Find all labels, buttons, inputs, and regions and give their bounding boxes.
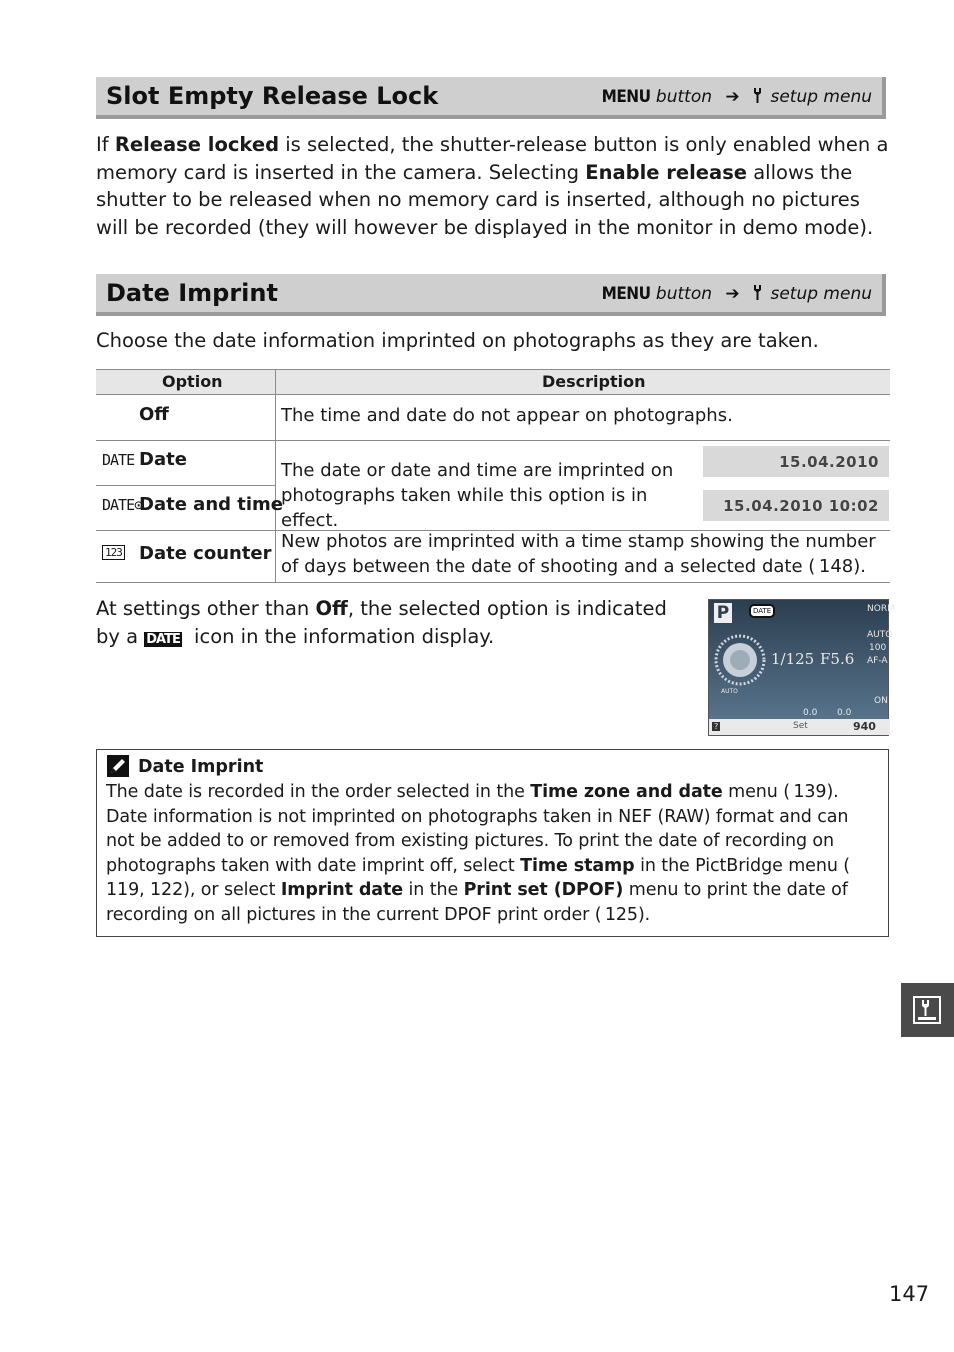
description-date: The date or date and time are imprinted on photographs taken while this option is in effect. <box>281 460 674 531</box>
lens-dial-icon <box>713 633 767 687</box>
options-table <box>96 369 890 583</box>
date-time-icon: DATE⊙ <box>102 496 143 514</box>
setup-menu-tab <box>901 983 954 1037</box>
header-option: Option <box>162 372 223 391</box>
row-divider <box>96 485 276 486</box>
aperture: F5.6 <box>820 650 855 668</box>
section-header-date-imprint <box>96 274 886 316</box>
row-divider <box>96 440 890 441</box>
flash-compensation: 0.0 <box>803 708 818 718</box>
af-mode: AF-A <box>867 656 888 666</box>
white-balance: AUTO <box>867 630 893 640</box>
wrench-icon <box>913 996 941 1024</box>
note-title: Date Imprint <box>138 757 264 777</box>
date-time-sample: 15.04.2010 10:02 <box>703 490 889 521</box>
menu-button-label: MENU <box>601 87 651 107</box>
column-divider <box>275 369 276 583</box>
note-body: The date is recorded in the order selected in the Time zone and date menu ( 139). Date information is not imprinted on photographs taken in NEF (RAW) format and can not be added to or removed from existing pictures. To print the date of recording on photographs taken with date imprint off, select Time stamp in the PictBridge menu ( 119, 122), or select Imprint date in the Print set (DPOF) menu to print the date of recording on all pictures in the current DPOF print order ( 125). <box>106 782 854 925</box>
option-off: Off <box>139 404 169 425</box>
shutter-speed: 1/125 <box>771 650 815 668</box>
date-indicator: DATE <box>749 604 775 618</box>
arrow-icon: ➔ <box>725 87 740 107</box>
auto-label: AUTO <box>721 688 738 695</box>
mode-indicator: P <box>714 603 732 623</box>
section-title: Slot Empty Release Lock <box>106 82 439 110</box>
date-icon: DATE <box>102 451 135 469</box>
menu-path: MENU button ➔ setup menu <box>601 284 872 304</box>
menu-path: MENU button ➔ setup menu <box>601 87 872 107</box>
help-icon: ? <box>714 722 719 731</box>
pencil-icon <box>107 755 129 777</box>
date-counter-icon: 123 <box>102 545 125 560</box>
adl: ON <box>874 696 888 706</box>
option-date: Date <box>139 449 187 470</box>
section-title: Date Imprint <box>106 279 278 307</box>
page-number: 147 <box>889 1282 930 1306</box>
set-label: Set <box>793 721 808 731</box>
option-date-and-time: Date and time <box>139 494 284 515</box>
shots-remaining: 940 <box>853 720 876 733</box>
description-date-counter: New photos are imprinted with a time stamp showing the number of days between the date of shooting and a selected date ( 148). <box>281 531 876 577</box>
info-display-illustration <box>708 599 895 736</box>
arrow-icon: ➔ <box>725 284 740 304</box>
table-header <box>96 369 890 395</box>
note-box <box>96 749 889 937</box>
date-sample: 15.04.2010 <box>703 446 889 477</box>
menu-button-label: MENU <box>601 284 651 304</box>
section-header-slot-empty <box>96 77 886 119</box>
description-off: The time and date do not appear on photographs. <box>281 405 733 426</box>
option-date-counter: Date counter <box>139 543 272 564</box>
row-divider <box>96 582 890 583</box>
wrench-icon <box>753 87 765 104</box>
info-display-paragraph: At settings other than Off, the selected option is indicated by a DATE icon in the information display. <box>96 597 667 648</box>
slot-empty-paragraph: If Release locked is selected, the shutter-release button is only enabled when a memory card is inserted in the camera. Selecting Enable release allows the shutter to be released when no memory card is inserted, although no pictures will be recorded (they will however be displayed in the monitor in demo mode). <box>96 133 889 239</box>
header-description: Description <box>542 372 646 391</box>
date-indicator-icon: DATE <box>146 631 180 647</box>
wrench-icon <box>753 284 765 301</box>
exposure-compensation: 0.0 <box>837 708 852 718</box>
date-imprint-intro: Choose the date information imprinted on photographs as they are taken. <box>96 329 819 352</box>
quality-label: NORM <box>867 604 895 614</box>
iso: 100 <box>869 643 887 653</box>
